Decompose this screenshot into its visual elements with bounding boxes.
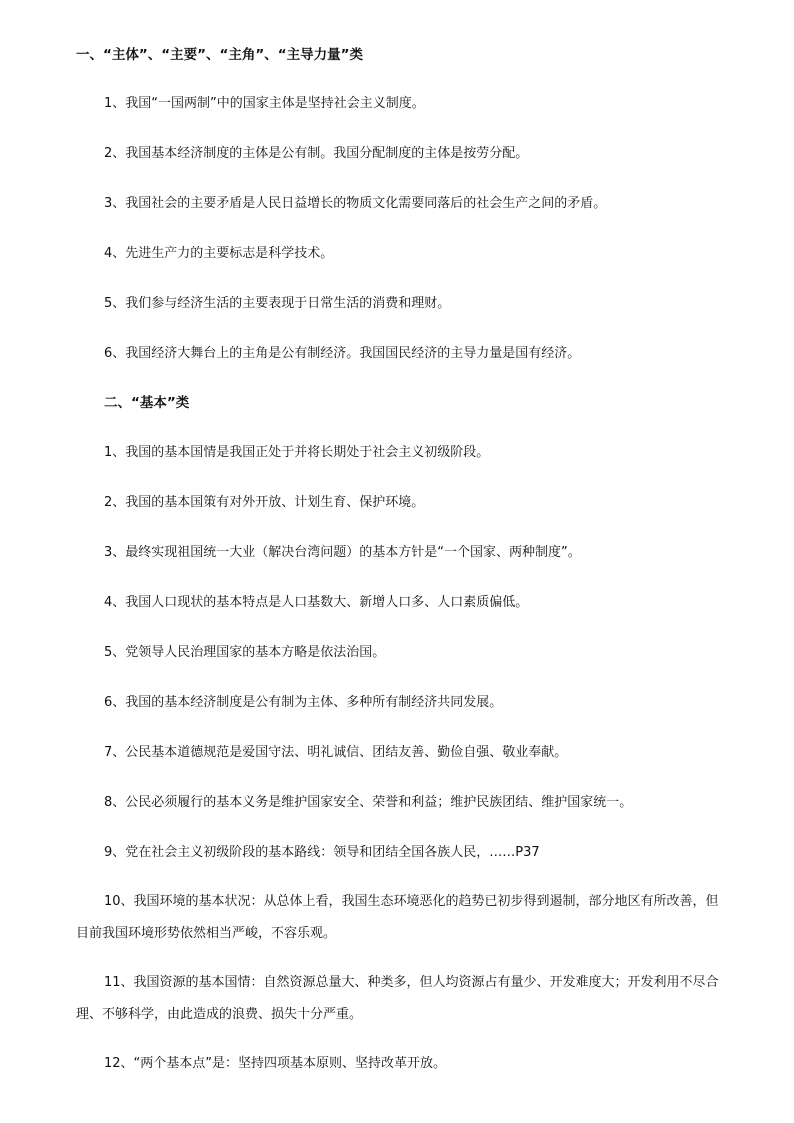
list-item: 6、我国经济大舞台上的主角是公有制经济。我国国民经济的主导力量是国有经济。 <box>104 346 581 361</box>
list-item: 7、公民基本道德规范是爱国守法、明礼诚信、团结友善、勤俭自强、敬业奉献。 <box>104 745 568 760</box>
list-item: 5、我们参与经济生活的主要表现于日常生活的消费和理财。 <box>104 296 451 311</box>
list-item: 4、我国人口现状的基本特点是人口基数大、新增人口多、人口素质偏低。 <box>104 595 529 610</box>
list-item: 2、我国的基本国策有对外开放、计划生育、保护环境。 <box>104 495 425 510</box>
list-item: 12、“两个基本点”是：坚持四项基本原则、坚持改革开放。 <box>104 1056 447 1071</box>
section-heading-1: 一、“主体”、“主要”、“主角”、“主导力量”类 <box>76 47 363 63</box>
list-item: 1、我国的基本国情是我国正处于并将长期处于社会主义初级阶段。 <box>104 445 490 460</box>
list-item-paragraph: 10、我国环境的基本状况：从总体上看，我国生态环境恶化的趋势已初步得到遏制，部分地区有所改善，但目前我国环境形势依然相当严峻，不容乐观。 <box>76 894 719 941</box>
list-item: 6、我国的基本经济制度是公有制为主体、多种所有制经济共同发展。 <box>104 695 503 710</box>
list-item-paragraph: 11、我国资源的基本国情：自然资源总量大、种类多，但人均资源占有量少、开发难度大；开发利用不尽合理、不够科学，由此造成的浪费、损失十分严重。 <box>76 975 719 1022</box>
section-heading-2: 二、“基本”类 <box>104 395 190 411</box>
list-item: 3、我国社会的主要矛盾是人民日益增长的物质文化需要同落后的社会生产之间的矛盾。 <box>104 196 607 211</box>
list-item: 2、我国基本经济制度的主体是公有制。我国分配制度的主体是按劳分配。 <box>104 146 529 161</box>
list-item: 3、最终实现祖国统一大业（解决台湾问题）的基本方针是“一个国家、两种制度”。 <box>104 545 581 560</box>
list-item: 5、党领导人民治理国家的基本方略是依法治国。 <box>104 645 386 660</box>
list-item: 4、先进生产力的主要标志是科学技术。 <box>104 246 334 261</box>
list-item: 1、我国“一国两制”中的国家主体是坚持社会主义制度。 <box>104 96 425 111</box>
list-item: 9、党在社会主义初级阶段的基本路线：领导和团结全国各族人民，……P37 <box>104 845 540 860</box>
list-item: 8、公民必须履行的基本义务是维护国家安全、荣誉和利益；维护民族团结、维护国家统一。 <box>104 795 633 810</box>
